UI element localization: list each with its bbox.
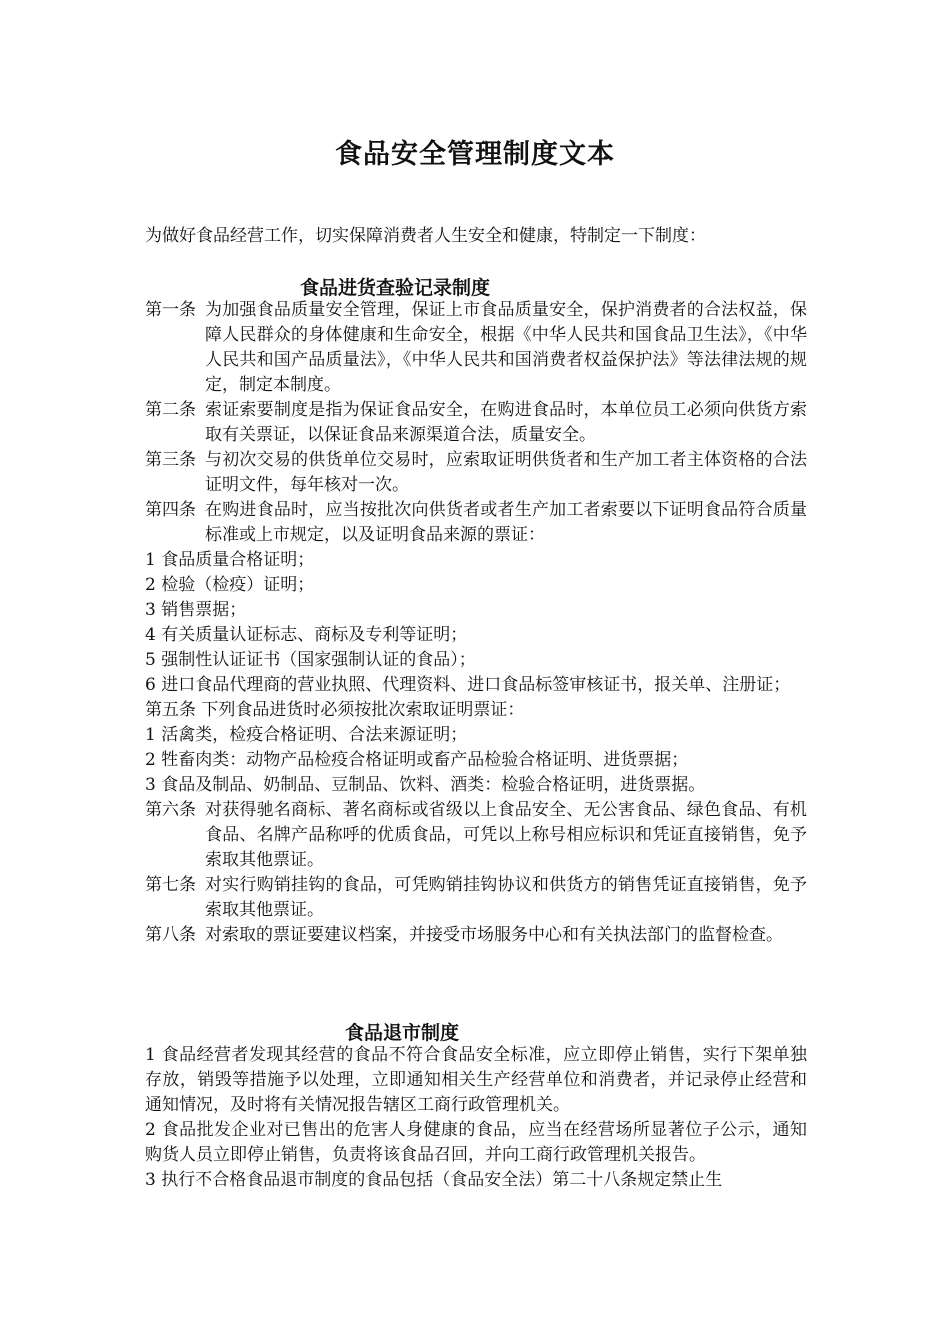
article-number: 第二条	[145, 400, 196, 420]
article-1	[145, 298, 807, 398]
section-heading-recall: 食品退市制度	[345, 1022, 460, 1044]
list-item: 6 进口食品代理商的营业执照、代理资料、进口食品标签审核证书，报关单、注册证；	[145, 675, 791, 695]
paragraph: 2 食品批发企业对已售出的危害人身健康的食品，应当在经营场所显著位子公示，通知购货人员立即停止销售，负责将该食品召回，并向工商行政管理机关报告。	[145, 1120, 807, 1165]
paragraph: 1 食品经营者发现其经营的食品不符合食品安全标准，应立即停止销售，实行下架单独存放，销毁等措施予以处理，立即通知相关生产经营单位和消费者，并记录停止经营和通知情况，及时将有关情况报告辖区工商行政管理机关。	[145, 1045, 807, 1115]
article-4	[145, 498, 807, 548]
article-text: 索证索要制度是指为保证食品安全，在购进食品时，本单位员工必须向供货方索取有关票证，以保证食品来源渠道合法，质量安全。	[205, 400, 807, 445]
section-body-purchase-inspection	[145, 298, 807, 948]
paragraph: 3 执行不合格食品退市制度的食品包括（食品安全法）第二十八条规定禁止生	[145, 1170, 723, 1190]
article-5: 第五条 下列食品进货时必须按批次索取证明票证：	[145, 700, 525, 720]
intro-paragraph: 为做好食品经营工作，切实保障消费者人生安全和健康，特制定一下制度：	[145, 226, 706, 246]
article-7	[145, 873, 807, 923]
list-item: 4 有关质量认证标志、商标及专利等证明；	[145, 625, 468, 645]
section-heading-purchase-inspection: 食品进货查验记录制度	[300, 277, 491, 299]
article-number: 第七条	[145, 875, 196, 895]
article-number: 第三条	[145, 450, 196, 470]
article-text: 对实行购销挂钩的食品，可凭购销挂钩协议和供货方的销售凭证直接销售，免予索取其他票证。	[205, 875, 807, 920]
article-text: 对获得驰名商标、著名商标或省级以上食品安全、无公害食品、绿色食品、有机食品、名牌产品称呼的优质食品，可凭以上称号相应标识和凭证直接销售，免予索取其他票证。	[205, 800, 807, 870]
list-item: 3 食品及制品、奶制品、豆制品、饮料、酒类：检验合格证明，进货票据。	[145, 775, 706, 795]
section-body-recall	[145, 1043, 807, 1193]
article-number: 第八条	[145, 925, 196, 945]
article-number: 第四条	[145, 500, 196, 520]
article-2	[145, 398, 807, 448]
list-item: 2 检验（检疫）证明；	[145, 575, 315, 595]
article-text: 对索取的票证要建议档案，并接受市场服务中心和有关执法部门的监督检查。	[205, 925, 783, 945]
list-item: 2 牲畜肉类：动物产品检疫合格证明或畜产品检验合格证明、进货票据；	[145, 750, 689, 770]
document-title: 食品安全管理制度文本	[335, 139, 615, 170]
article-number: 第一条	[145, 300, 196, 320]
article-6	[145, 798, 807, 873]
list-item: 5 强制性认证证书（国家强制认证的食品）；	[145, 650, 476, 670]
article-number: 第六条	[145, 800, 196, 820]
article-8	[145, 923, 807, 948]
list-item: 1 食品质量合格证明；	[145, 550, 315, 570]
article-text: 在购进食品时，应当按批次向供货者或者生产加工者索要以下证明食品符合质量标准或上市规定，以及证明食品来源的票证：	[205, 500, 807, 545]
article-3	[145, 448, 807, 498]
list-item: 3 销售票据；	[145, 600, 247, 620]
article-text: 为加强食品质量安全管理，保证上市食品质量安全，保护消费者的合法权益，保障人民群众的身体健康和生命安全，根据《中华人民共和国食品卫生法》，《中华人民共和国产品质量法》，《中华人民共和国消费者权益保护法》等法律法规的规定，制定本制度。	[205, 300, 807, 395]
article-text: 与初次交易的供货单位交易时，应索取证明供货者和生产加工者主体资格的合法证明文件，每年核对一次。	[205, 450, 807, 495]
list-item: 1 活禽类，检疫合格证明、合法来源证明；	[145, 725, 468, 745]
